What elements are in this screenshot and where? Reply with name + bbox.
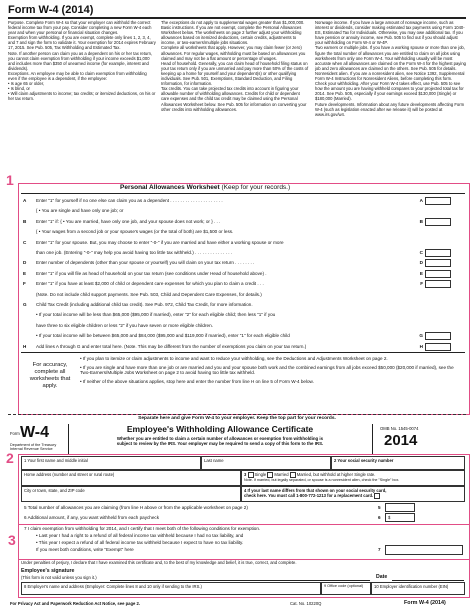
instructions-col3: Nonwage income. If you have a large amount of nonwage income, such as interest or dividends, consider making estimated tax payments using Form 1040-ES, Estimated Tax for Individuals. Otherwise, you may owe additional tax. If you have pension or annuity income, see Pub. 505 to find out if you should adjust your withholding on Form W-4 or W-4P. Two earners or multiple jobs. If you have a working spouse or more than one job, figure the total number of allowances you are entitled to claim on all jobs using worksheets from only one Form W-4. Your withholding usually will be most accurate when all allowances are claimed on the Form W-4 for the highest paying job and zero allowances are claimed on the others. See Pub. 505 for details. Nonresident alien. If you are a nonresident alien, see Notice 1392, Supplemental Form W-4 Instructions for Nonresident Aliens, before completing this form. Check your withholding. After your Form W-4 takes effect, use Pub. 505 to see how the amount you are having withheld compares to your projected total tax for 2014. See Pub. 505, especially if your earnings exceed $130,000 (Single) or $180,000 (Married). Future developments. Information about any future developments affecting Form W-4 (such as legislation enacted after we release it) will be posted at www.irs.gov/w4.	[315, 20, 466, 117]
worksheet-line	[21, 290, 451, 300]
certificate-title: Employee's Withholding Allowance Certificate	[126, 424, 314, 434]
signature-label: Employee's signature	[21, 568, 75, 574]
header-divider-right	[372, 424, 373, 454]
worksheet-box-letter: F	[420, 281, 423, 287]
office-code-field[interactable]: 9 Office code (optional)	[321, 582, 371, 595]
date-line[interactable]	[392, 580, 464, 581]
worksheet-box-letter: H	[419, 343, 423, 349]
worksheet-line-text: have three to six eligible children or less "2" if you have seven or more eligible children.	[36, 322, 213, 328]
worksheet-rule	[21, 193, 465, 194]
worksheet-box-letter: D	[419, 260, 423, 266]
worksheet-entry-box[interactable]	[425, 343, 451, 351]
line-6-number: 6	[378, 515, 381, 520]
footer-notice: For Privacy Act and Paperwork Reduction Act Notice, see page 2.	[10, 601, 141, 606]
marker-2: 2	[6, 450, 14, 466]
line-5-box[interactable]	[385, 503, 415, 512]
line-6-box[interactable]: $	[385, 513, 415, 522]
worksheet-line-letter: F	[23, 281, 26, 287]
city-state-zip-field[interactable]: City or town, state, and ZIP code	[21, 486, 241, 502]
form-title: Form W-4 (2014)	[8, 4, 94, 16]
line-7-condition-1: • Last year I had a right to a refund of all federal income tax withheld because I had no tax liability, and	[36, 533, 244, 538]
accuracy-rule	[21, 352, 465, 353]
worksheet-line-letter: D	[23, 260, 27, 266]
form-code: W-4	[20, 424, 50, 441]
worksheet-line-text: • If your total income will be less than $65,000 ($95,000 if married), enter "2" for each eligible child; then less "1" if you	[36, 312, 276, 318]
signature-line[interactable]	[110, 580, 370, 581]
worksheet-line	[21, 248, 451, 258]
date-label: Date	[376, 574, 388, 580]
ssn-field[interactable]: 2 Your social security number	[331, 456, 465, 470]
instructions-col2: The exceptions do not apply to supplemental wages greater than $1,000,000. Basic instructions. If you are not exempt, complete the Personal Allowances Worksheet below. The worksheets on page 2 further adjust your withholding allowances based on itemized deductions, certain credits, adjustments to income, or two-earners/multiple jobs situations. Complete all worksheets that apply. However, you may claim fewer (or zero) allowances. For regular wages, withholding must be based on allowances you claimed and may not be a flat amount or percentage of wages. Head of household. Generally, you can claim head of household filing status on your tax return only if you are unmarried and pay more than 50% of the costs of keeping up a home for yourself and your dependent(s) or other qualifying individuals. See Pub. 501, Exemptions, Standard Deduction, and Filing Information, for information. Tax credits. You can take projected tax credits into account in figuring your allowable number of withholding allowances. Credits for child or dependent care expenses and the child tax credit may be claimed using the Personal Allowances Worksheet below. See Pub. 505 for information on converting your other credits into withholding allowances.	[161, 20, 309, 112]
worksheet-line	[21, 310, 451, 320]
instructions-col1: Purpose. Complete Form W-4 so that your employer can withhold the correct federal income tax from your pay. Consider completing a new Form W-4 each year and when your personal or financial situation changes. Exemption from withholding. If you are exempt, complete only lines 1, 2, 3, 4, and 7 and sign the form to validate it. Your exemption for 2014 expires February 17, 2015. See Pub. 505, Tax Withholding and Estimated Tax. Note. If another person can claim you as a dependent on his or her tax return, you cannot claim exemption from withholding if your income exceeds $1,000 and includes more than $350 of unearned income (for example, interest and dividends). Exceptions. An employee may be able to claim exemption from withholding even if the employee is a dependent, if the employee: • Is age 65 or older, • Is blind, or • Will claim adjustments to income; tax credits; or itemized deductions, on his or her tax return.	[8, 20, 156, 102]
worksheet-line-text: Enter "1" if you will file as head of household on your tax return (see conditions under Head of household above) .	[36, 270, 267, 276]
worksheet-entry-box[interactable]	[425, 259, 451, 267]
worksheet-line-letter: G	[23, 302, 27, 307]
line-7-condition-2: • This year I expect a refund of all federal income tax withheld because I expect to have no tax liability.	[36, 540, 244, 545]
signature-note: (This form is not valid unless you sign it.)	[21, 575, 97, 580]
worksheet-line-text: Enter number of dependents (other than your spouse or yourself) you will claim on your tax return . . . . . . . .	[36, 260, 255, 266]
footer-form: Form W-4 (2014)	[404, 600, 446, 606]
employer-name-field[interactable]: 8 Employer's name and address (Employer: Complete lines 8 and 10 only if sending to the IRS.)	[21, 582, 321, 595]
worksheet-entry-box[interactable]	[425, 218, 451, 226]
title-rule	[8, 17, 466, 19]
worksheet-box-letter: B	[419, 218, 423, 224]
worksheet-line-letter: H	[23, 343, 27, 349]
exempt-field[interactable]	[385, 545, 463, 555]
worksheet-line	[21, 238, 451, 248]
worksheet-line	[21, 258, 451, 268]
worksheet-line-text: { • You are single and have only one job; or	[36, 208, 124, 214]
worksheet-line	[21, 342, 451, 352]
worksheet-box-letter: A	[419, 198, 423, 203]
marker-1: 1	[6, 172, 14, 188]
dept-label: Department of the Treasury Internal Revenue Service	[10, 443, 57, 452]
worksheet-line-text: Enter "1" if you have at least $2,000 of child or dependent care expenses for which you plan to claim a credit . . .	[36, 281, 264, 287]
ein-field[interactable]: 10 Employer identification number (EIN)	[371, 582, 465, 595]
worksheet-entry-box[interactable]	[425, 280, 451, 288]
last-name-field[interactable]: Last name	[201, 456, 331, 470]
worksheet-line	[21, 321, 451, 331]
worksheet-line	[21, 227, 451, 237]
home-address-field[interactable]: Home address (number and street or rural route)	[21, 470, 241, 486]
name-differs-checkbox[interactable]	[374, 493, 380, 499]
worksheet-line-text: • If your total income will be between $65,000 and $84,000 ($95,000 and $119,000 if married), enter "1" for each eligible child	[36, 333, 290, 339]
worksheet-line-text: Enter "1" for yourself if no one else can claim you as a dependent . . . . . . . . . . . . . . . . . . . . .	[36, 198, 223, 203]
worksheet-line	[21, 279, 451, 289]
accuracy-label: For accuracy, complete all worksheets that apply.	[29, 362, 71, 389]
worksheet-line-letter: C	[23, 239, 27, 245]
line-6-text: 6 Additional amount, if any, you want withheld from each paycheck	[24, 515, 159, 520]
worksheet-line-letter: A	[23, 198, 27, 203]
cut-line	[8, 414, 466, 415]
line-5-text: 5 Total number of allowances you are claiming (from line H above or from the applicable worksheet on page 2)	[24, 505, 248, 510]
worksheet-entry-box[interactable]	[425, 197, 451, 205]
worksheet-line	[21, 217, 451, 227]
worksheet-line-letter: B	[23, 218, 27, 224]
omb-number: OMB No. 1545-0074	[380, 426, 419, 431]
worksheet-line	[21, 300, 451, 310]
line-7-intro: 7 I claim exemption from withholding for 2014, and I certify that I meet both of the following conditions for exemption.	[24, 526, 261, 531]
tax-year: 2014	[384, 432, 418, 449]
worksheet-box-letter: C	[419, 250, 423, 255]
filing-status-row: 3 Single Married Married, but withhold at higher Single rate. Note. If married, but legally separated, or spouse is a nonresident alien, check the "Single" box.	[241, 470, 465, 486]
worksheet-line-text: Child Tax Credit (including additional child tax credit). See Pub. 972, Child Tax Credit, for more information.	[36, 302, 253, 307]
worksheet-box-letter: G	[419, 333, 423, 339]
form-label: Form	[10, 431, 20, 436]
accuracy-items: • If you plan to itemize or claim adjustments to income and want to reduce your withholding, see the Deductions and Adjustments Worksheet on page 2. • If you are single and have more than one job or are married and you and your spouse both work and the combined earnings from all jobs exceed $50,000 ($20,000 if married), see the Two-Earners/Multiple Jobs Worksheet on page 2 to avoid having too little tax withheld. • If neither of the above situations applies, stop here and enter the number from line H on line 5 of Form W-4 below.	[80, 356, 454, 384]
line-7-exempt-text: If you meet both conditions, write "Exempt" here	[36, 547, 134, 552]
worksheet-entry-box[interactable]	[425, 249, 451, 257]
worksheet-line-text: Enter "1" for your spouse. But, you may choose to enter "-0-" if you are married and have either a working spouse or more	[36, 239, 284, 245]
line-7-number: 7	[378, 547, 381, 552]
worksheet-line-text: than one job. (Entering "-0-" may help you avoid having too little tax withheld.) . . . . . . . . . . . . . . .	[36, 250, 233, 255]
worksheet-line	[21, 206, 451, 216]
worksheet-line-text: (Note. Do not include child support payments. See Pub. 503, Child and Dependent Care Expenses, for details.)	[36, 291, 262, 297]
separator-text: Separate here and give Form W-4 to your employer. Keep the top part for your records.	[138, 416, 336, 421]
footer-cat: Cat. No. 10220Q	[290, 601, 322, 606]
worksheet-line	[21, 196, 451, 206]
worksheet-entry-box[interactable]	[425, 332, 451, 340]
name-differs-row: 4 If your last name differs from that shown on your social security card, check here. You must call 1-800-772-1213 for a replacement card.	[241, 486, 465, 502]
header-divider-left	[68, 424, 69, 454]
line-5-number: 5	[378, 505, 381, 510]
worksheet-line-text: { • Your wages from a second job or your spouse's wages (or the total of both) are $1,500 or less.	[36, 229, 234, 235]
perjury-statement: Under penalties of perjury, I declare that I have examined this certificate and, to the best of my knowledge and belief, it is true, correct, and complete.	[21, 560, 297, 565]
worksheet-line	[21, 269, 451, 279]
worksheet-title: Personal Allowances Worksheet (Keep for your records.)	[120, 184, 291, 191]
worksheet-entry-box[interactable]	[425, 270, 451, 278]
worksheet-line-text: Enter "1" if: { • You are married, have only one job, and your spouse does not work; or } . . .	[36, 218, 221, 224]
worksheet-box-letter: E	[419, 270, 423, 276]
worksheet-line-letter: E	[23, 270, 27, 276]
first-name-field[interactable]: 1 Your first name and middle initial	[21, 456, 201, 470]
worksheet-line-text: Add lines A through G and enter total here. (Note. This may be different from the number of exemptions you claim on your tax return.)	[36, 343, 307, 349]
marker-3: 3	[8, 532, 16, 548]
certificate-subtitle: Whether you are entitled to claim a certain number of allowances or exemption from withholding is subject to review by the IRS. Your employer may be required to send a copy of this form to the IRS.	[116, 436, 324, 447]
worksheet-line	[21, 331, 451, 341]
